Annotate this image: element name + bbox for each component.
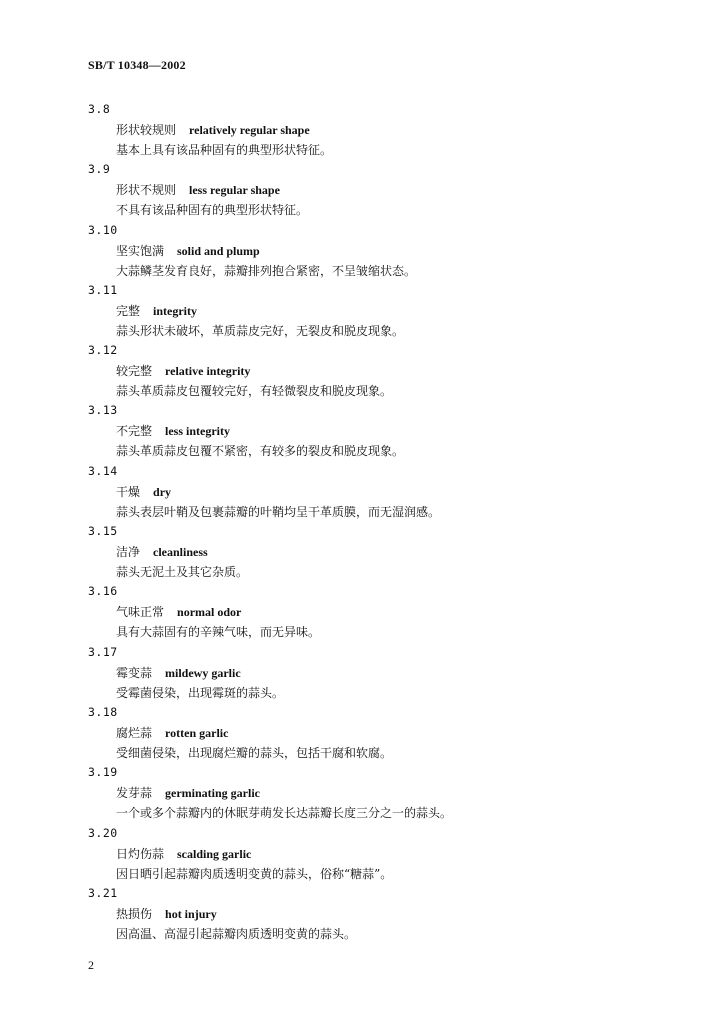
term-english: solid and plump [177, 243, 260, 258]
term-definition: 蒜头形状未破坏，革质蒜皮完好，无裂皮和脱皮现象。 [116, 323, 405, 338]
term-english: hot injury [165, 906, 217, 921]
term-definition: 受细菌侵染，出现腐烂瓣的蒜头，包括干腐和软腐。 [116, 745, 393, 760]
term-definition: 不具有该品种固有的典型形状特征。 [116, 203, 309, 218]
term-chinese: 干燥 [116, 484, 141, 499]
term-heading [116, 785, 260, 801]
term-heading [116, 906, 217, 922]
term-english: less regular shape [189, 183, 280, 198]
term-english: relative integrity [165, 364, 251, 379]
term-definition: 大蒜鳞茎发育良好，蒜瓣排列抱合紧密，不呈皱缩状态。 [116, 263, 417, 278]
term-number: 3.8 [88, 102, 111, 116]
term-heading [116, 363, 250, 379]
term-number: 3.11 [88, 282, 118, 297]
term-english: mildewy garlic [165, 665, 241, 680]
term-definition: 基本上具有该品种固有的典型形状特征。 [116, 143, 333, 157]
term-definition: 蒜头无泥土及其它杂质。 [116, 565, 249, 580]
term-number: 3.17 [88, 644, 118, 659]
term-chinese: 热损伤 [116, 906, 153, 921]
term-heading [116, 122, 310, 138]
term-definition: 因高温、高湿引起蒜瓣肉质透明变黄的蒜头。 [116, 926, 357, 941]
term-definition: 受霉菌侵染，出现霉斑的蒜头。 [116, 685, 285, 700]
term-definitions-list [88, 101, 648, 945]
term-definition: 蒜头革质蒜皮包覆较完好，有轻微裂皮和脱皮现象。 [116, 384, 393, 399]
term-entry [88, 222, 648, 282]
term-entry [88, 282, 648, 342]
term-number: 3.9 [88, 162, 111, 177]
term-heading [116, 423, 230, 439]
term-number: 3.21 [88, 885, 118, 900]
term-chinese: 较完整 [116, 364, 153, 379]
term-english: rotten garlic [165, 725, 229, 740]
term-number: 3.15 [88, 524, 118, 539]
term-chinese: 洁净 [116, 545, 141, 560]
term-entry [88, 101, 648, 161]
term-chinese: 霉变蒜 [116, 665, 153, 680]
term-english: normal odor [177, 605, 242, 620]
term-chinese: 日灼伤蒜 [116, 846, 165, 861]
standard-code-header: SB/T 10348—2002 [88, 58, 186, 72]
term-chinese: 不完整 [116, 424, 153, 439]
term-english: germinating garlic [165, 786, 260, 801]
term-definition: 蒜头表层叶鞘及包裹蒜瓣的叶鞘均呈干革质膜，而无湿润感。 [116, 504, 441, 519]
term-entry [88, 463, 648, 523]
term-english: cleanliness [153, 545, 208, 560]
term-number: 3.14 [88, 463, 118, 478]
term-entry [88, 342, 648, 402]
term-chinese: 完整 [116, 303, 141, 318]
term-number: 3.16 [88, 584, 118, 599]
term-entry [88, 402, 648, 462]
term-number: 3.18 [88, 704, 118, 719]
term-entry [88, 885, 648, 945]
term-entry [88, 644, 648, 704]
term-definition: 因日晒引起蒜瓣肉质透明变黄的蒜头，俗称“糖蒜”。 [116, 866, 393, 881]
term-english: relatively regular shape [189, 123, 310, 137]
term-chinese: 坚实饱满 [116, 243, 165, 258]
term-number: 3.10 [88, 222, 118, 237]
term-entry [88, 161, 648, 221]
term-number: 3.13 [88, 403, 118, 418]
term-english: scalding garlic [177, 846, 252, 861]
term-english: integrity [153, 303, 198, 318]
term-heading [116, 484, 171, 500]
term-heading [116, 665, 241, 681]
term-entry [88, 825, 648, 885]
term-entry [88, 583, 648, 643]
term-chinese: 气味正常 [116, 605, 165, 620]
term-number: 3.20 [88, 825, 118, 840]
term-heading [116, 182, 280, 198]
term-chinese: 形状不规则 [116, 183, 177, 198]
term-heading [116, 243, 260, 259]
term-heading [116, 604, 241, 620]
term-heading [116, 725, 228, 741]
term-number: 3.12 [88, 343, 118, 358]
term-chinese: 发芽蒜 [116, 786, 153, 801]
term-definition: 具有大蒜固有的辛辣气味，而无异味。 [116, 625, 321, 640]
term-heading [116, 544, 208, 560]
term-definition: 一个或多个蒜瓣内的休眠芽萌发长达蒜瓣长度三分之一的蒜头。 [116, 806, 453, 821]
term-chinese: 腐烂蒜 [116, 725, 153, 740]
term-entry [88, 704, 648, 764]
term-definition: 蒜头革质蒜皮包覆不紧密，有较多的裂皮和脱皮现象。 [116, 444, 405, 459]
term-english: dry [153, 484, 172, 499]
term-entry [88, 523, 648, 583]
term-entry [88, 764, 648, 824]
term-english: less integrity [165, 424, 231, 439]
term-heading [116, 846, 251, 862]
term-chinese: 形状较规则 [116, 123, 177, 137]
page-number: 2 [88, 958, 94, 972]
term-heading [116, 303, 197, 319]
term-number: 3.19 [88, 765, 118, 780]
